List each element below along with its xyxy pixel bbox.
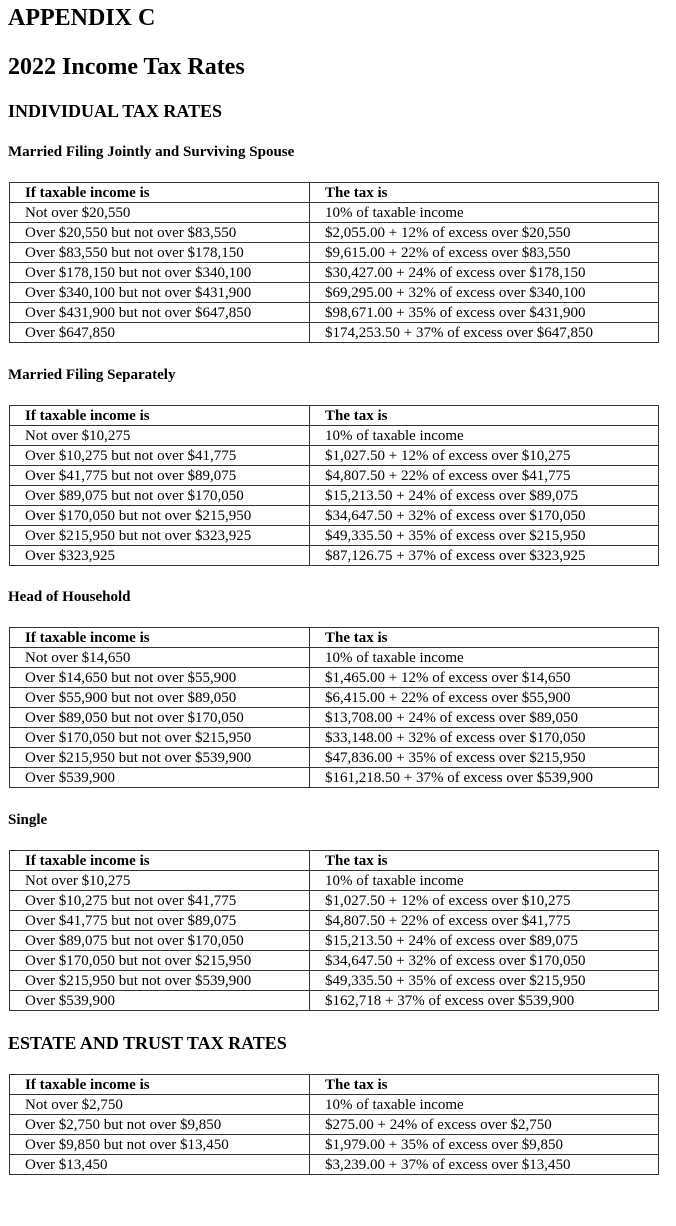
tax-cell: $1,979.00 + 35% of excess over $9,850 (310, 1135, 659, 1155)
table-header-row (10, 406, 659, 426)
table-row (10, 323, 659, 343)
income-cell: Not over $20,550 (10, 203, 310, 223)
column-header-tax: The tax is (310, 183, 659, 203)
table-row (10, 446, 659, 466)
tax-cell: $15,213.50 + 24% of excess over $89,075 (310, 486, 659, 506)
table-row (10, 1115, 659, 1135)
column-header-tax: The tax is (310, 628, 659, 648)
income-cell: Over $89,075 but not over $170,050 (10, 486, 310, 506)
table-row (10, 466, 659, 486)
income-cell: Over $170,050 but not over $215,950 (10, 951, 310, 971)
income-cell: Over $431,900 but not over $647,850 (10, 303, 310, 323)
table-row (10, 1135, 659, 1155)
table-row (10, 526, 659, 546)
income-cell: Over $170,050 but not over $215,950 (10, 728, 310, 748)
income-cell: Over $14,650 but not over $55,900 (10, 668, 310, 688)
table-row (10, 426, 659, 446)
column-header-tax: The tax is (310, 851, 659, 871)
tax-cell: 10% of taxable income (310, 871, 659, 891)
table-row (10, 1155, 659, 1175)
table-row (10, 546, 659, 566)
table-row (10, 283, 659, 303)
tax-cell: 10% of taxable income (310, 426, 659, 446)
table-header-row (10, 628, 659, 648)
table-row (10, 911, 659, 931)
table-row (10, 223, 659, 243)
tax-cell: $98,671.00 + 35% of excess over $431,900 (310, 303, 659, 323)
table-row (10, 748, 659, 768)
tax-cell: $161,218.50 + 37% of excess over $539,900 (310, 768, 659, 788)
table-row (10, 668, 659, 688)
table-row (10, 991, 659, 1011)
income-cell: Over $170,050 but not over $215,950 (10, 506, 310, 526)
income-cell: Over $89,075 but not over $170,050 (10, 931, 310, 951)
income-cell: Over $539,900 (10, 768, 310, 788)
table-row (10, 728, 659, 748)
tax-cell: $1,465.00 + 12% of excess over $14,650 (310, 668, 659, 688)
table-row (10, 871, 659, 891)
table-title-married-jointly: Married Filing Jointly and Surviving Spouse (8, 144, 295, 160)
tax-cell: $49,335.50 + 35% of excess over $215,950 (310, 526, 659, 546)
table-header-row (10, 1075, 659, 1095)
appendix-label: APPENDIX C (8, 5, 156, 31)
table-header-row (10, 183, 659, 203)
estate-trust-rates-heading: ESTATE AND TRUST TAX RATES (8, 1033, 287, 1053)
income-cell: Over $215,950 but not over $539,900 (10, 748, 310, 768)
column-header-income: If taxable income is (10, 851, 310, 871)
income-cell: Over $647,850 (10, 323, 310, 343)
income-cell: Over $89,050 but not over $170,050 (10, 708, 310, 728)
income-cell: Not over $14,650 (10, 648, 310, 668)
column-header-tax: The tax is (310, 1075, 659, 1095)
tax-table-estate-trust (9, 1074, 659, 1175)
table-row (10, 506, 659, 526)
tax-cell: $174,253.50 + 37% of excess over $647,850 (310, 323, 659, 343)
income-cell: Over $41,775 but not over $89,075 (10, 466, 310, 486)
income-cell: Over $215,950 but not over $539,900 (10, 971, 310, 991)
tax-cell: $9,615.00 + 22% of excess over $83,550 (310, 243, 659, 263)
table-row (10, 951, 659, 971)
income-cell: Over $323,925 (10, 546, 310, 566)
table-row (10, 203, 659, 223)
tax-cell: $162,718 + 37% of excess over $539,900 (310, 991, 659, 1011)
tax-cell: $49,335.50 + 35% of excess over $215,950 (310, 971, 659, 991)
income-cell: Not over $10,275 (10, 426, 310, 446)
table-row (10, 971, 659, 991)
income-cell: Over $215,950 but not over $323,925 (10, 526, 310, 546)
tax-cell: 10% of taxable income (310, 203, 659, 223)
table-title-single: Single (8, 812, 48, 828)
tax-table-single (9, 850, 659, 1011)
income-cell: Over $178,150 but not over $340,100 (10, 263, 310, 283)
table-row (10, 708, 659, 728)
income-cell: Over $539,900 (10, 991, 310, 1011)
income-cell: Over $340,100 but not over $431,900 (10, 283, 310, 303)
income-cell: Over $41,775 but not over $89,075 (10, 911, 310, 931)
tax-cell: $4,807.50 + 22% of excess over $41,775 (310, 466, 659, 486)
income-cell: Over $20,550 but not over $83,550 (10, 223, 310, 243)
tax-cell: $1,027.50 + 12% of excess over $10,275 (310, 446, 659, 466)
column-header-income: If taxable income is (10, 1075, 310, 1095)
tax-table-married-jointly (9, 182, 659, 343)
tax-cell: $47,836.00 + 35% of excess over $215,950 (310, 748, 659, 768)
tax-cell: $87,126.75 + 37% of excess over $323,925 (310, 546, 659, 566)
table-title-head-of-household: Head of Household (8, 589, 131, 605)
tax-cell: $13,708.00 + 24% of excess over $89,050 (310, 708, 659, 728)
income-cell: Over $10,275 but not over $41,775 (10, 446, 310, 466)
tax-cell: $1,027.50 + 12% of excess over $10,275 (310, 891, 659, 911)
table-row (10, 243, 659, 263)
tax-cell: $4,807.50 + 22% of excess over $41,775 (310, 911, 659, 931)
income-cell: Over $55,900 but not over $89,050 (10, 688, 310, 708)
income-cell: Not over $10,275 (10, 871, 310, 891)
income-cell: Over $83,550 but not over $178,150 (10, 243, 310, 263)
individual-rates-heading: INDIVIDUAL TAX RATES (8, 101, 223, 121)
tax-cell: $34,647.50 + 32% of excess over $170,050 (310, 951, 659, 971)
income-cell: Over $10,275 but not over $41,775 (10, 891, 310, 911)
table-title-married-separately: Married Filing Separately (8, 367, 176, 383)
table-row (10, 931, 659, 951)
income-cell: Over $9,850 but not over $13,450 (10, 1135, 310, 1155)
income-cell: Not over $2,750 (10, 1095, 310, 1115)
tax-cell: 10% of taxable income (310, 648, 659, 668)
column-header-income: If taxable income is (10, 628, 310, 648)
tax-cell: $2,055.00 + 12% of excess over $20,550 (310, 223, 659, 243)
table-row (10, 688, 659, 708)
column-header-tax: The tax is (310, 406, 659, 426)
tax-cell: $33,148.00 + 32% of excess over $170,050 (310, 728, 659, 748)
table-row (10, 486, 659, 506)
table-row (10, 768, 659, 788)
income-cell: Over $13,450 (10, 1155, 310, 1175)
tax-cell: $3,239.00 + 37% of excess over $13,450 (310, 1155, 659, 1175)
tax-table-married-separately (9, 405, 659, 566)
tax-cell: 10% of taxable income (310, 1095, 659, 1115)
tax-cell: $15,213.50 + 24% of excess over $89,075 (310, 931, 659, 951)
tax-cell: $275.00 + 24% of excess over $2,750 (310, 1115, 659, 1135)
table-row (10, 263, 659, 283)
tax-cell: $30,427.00 + 24% of excess over $178,150 (310, 263, 659, 283)
table-row (10, 648, 659, 668)
column-header-income: If taxable income is (10, 183, 310, 203)
tax-cell: $34,647.50 + 32% of excess over $170,050 (310, 506, 659, 526)
tax-cell: $6,415.00 + 22% of excess over $55,900 (310, 688, 659, 708)
table-row (10, 891, 659, 911)
tax-cell: $69,295.00 + 32% of excess over $340,100 (310, 283, 659, 303)
table-header-row (10, 851, 659, 871)
tax-table-head-of-household (9, 627, 659, 788)
table-row (10, 1095, 659, 1115)
column-header-income: If taxable income is (10, 406, 310, 426)
income-cell: Over $2,750 but not over $9,850 (10, 1115, 310, 1135)
table-row (10, 303, 659, 323)
page-title: 2022 Income Tax Rates (8, 54, 245, 80)
